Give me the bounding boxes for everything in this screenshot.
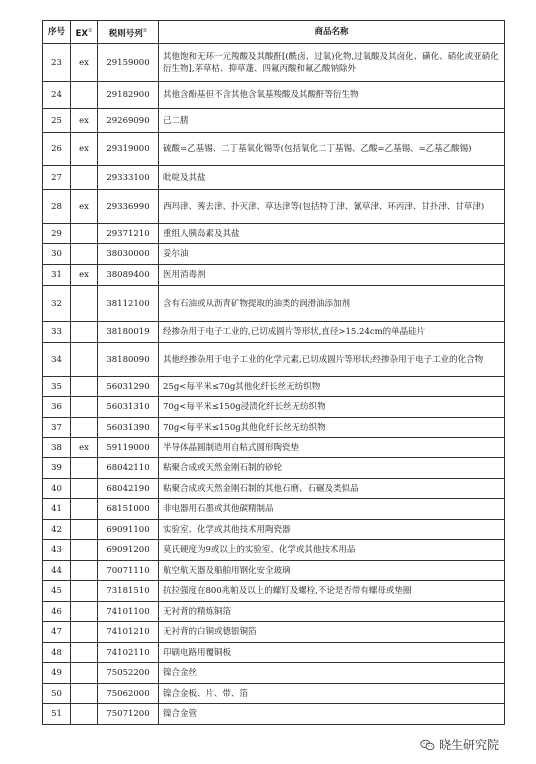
tariff-code-cell: 74101100 [98,602,159,622]
serial-number-cell: 40 [43,479,71,499]
table-row [43,190,505,224]
tariff-code-cell: 29159000 [98,44,159,82]
product-name-cell: 70g<每平米≤150g其他化纤长丝无纺织物 [159,418,505,438]
product-name-cell: 印刷电路用覆铜板 [159,643,505,663]
tariff-code-cell: 68151000 [98,499,159,520]
ex-cell [71,499,98,520]
product-name-cell: 经掺杂用于电子工业的,已切成圆片等形状,直径>15.24cm的单晶硅片 [159,322,505,343]
table-row [43,133,505,166]
serial-number-cell: 37 [43,418,71,438]
table-row [43,377,505,397]
product-name-cell: 70g<每平米≤150g浸渍化纤长丝无纺织物 [159,397,505,418]
ex-cell [71,704,98,725]
table-row [43,643,505,663]
ex-cell [71,322,98,343]
product-name-cell: 莫氏硬度为9或以上的实验室、化学或其他技术用品 [159,540,505,561]
serial-number-cell: 41 [43,499,71,520]
ex-cell [71,540,98,561]
product-name-cell: 航空航天器及船舶用钢化安全玻璃 [159,561,505,581]
tariff-code-cell: 29371210 [98,224,159,244]
product-name-cell: 无衬背的精炼铜箔 [159,602,505,622]
tariff-code-cell: 38112100 [98,286,159,322]
product-name-cell: 医用消毒剂 [159,265,505,286]
tariff-code-cell: 56031390 [98,418,159,438]
serial-number-cell: 45 [43,581,71,602]
tariff-code-cell: 75062000 [98,684,159,704]
product-name-cell: 其他经掺杂用于电子工业的化学元素,已切成圆片等形状;经掺杂用于电子工业的化合物 [159,343,505,377]
watermark [420,736,499,753]
serial-number-cell: 36 [43,397,71,418]
serial-number-cell: 43 [43,540,71,561]
serial-number-cell: 26 [43,133,71,166]
product-name-cell: 镍合金管 [159,704,505,725]
serial-number-cell: 39 [43,458,71,479]
product-name-cell: 己二腈 [159,109,505,133]
serial-number-cell: 47 [43,622,71,643]
serial-number-cell: 27 [43,166,71,190]
ex-cell [71,684,98,704]
ex-cell [71,166,98,190]
table-row [43,265,505,286]
ex-cell [71,82,98,109]
ex-cell [71,343,98,377]
tariff-code-cell: 29336990 [98,190,159,224]
tariff-code-cell: 68042110 [98,458,159,479]
ex-cell [71,581,98,602]
header-tariff-code: 税则号列② [98,21,159,44]
ex-cell [71,520,98,540]
table-row [43,166,505,190]
product-name-cell: 无衬背的白铜或德银铜箔 [159,622,505,643]
product-name-cell: 抗拉强度在800兆帕及以上的螺钉及螺栓,不论是否带有螺母或垫圈 [159,581,505,602]
product-name-cell: 半导体晶圆制造用自粘式圆形陶瓷垫 [159,438,505,458]
table-row [43,684,505,704]
ex-cell [71,643,98,663]
serial-number-cell: 30 [43,244,71,265]
serial-number-cell: 46 [43,602,71,622]
tariff-code-cell: 29182900 [98,82,159,109]
serial-number-cell: 25 [43,109,71,133]
tariff-code-cell: 70071110 [98,561,159,581]
ex-cell [71,561,98,581]
ex-cell [71,458,98,479]
product-name-cell: 其他含酚基但不含其他含氧基羧酸及其酸酐等衍生物 [159,82,505,109]
table-row [43,224,505,244]
table-row [43,244,505,265]
header-ex: EX① [71,21,98,44]
tariff-code-cell: 59119000 [98,438,159,458]
tariff-code-cell: 75071200 [98,704,159,725]
ex-cell [71,397,98,418]
table-row [43,663,505,684]
tariff-code-cell: 38030000 [98,244,159,265]
tariff-code-cell: 74101210 [98,622,159,643]
tariff-code-cell: 74102110 [98,643,159,663]
serial-number-cell: 34 [43,343,71,377]
ex-cell: ex [71,438,98,458]
ex-cell [71,622,98,643]
ex-cell [71,244,98,265]
product-name-cell: 非电器用石墨或其他碳精制品 [159,499,505,520]
tariff-table-page [42,20,504,725]
table-row [43,44,505,82]
table-row [43,479,505,499]
ex-cell [71,377,98,397]
product-name-cell: 吡啶及其盐 [159,166,505,190]
table-row [43,438,505,458]
tariff-code-cell: 38180090 [98,343,159,377]
table-row [43,561,505,581]
ex-cell: ex [71,133,98,166]
table-row [43,499,505,520]
tariff-code-cell: 29333100 [98,166,159,190]
serial-number-cell: 49 [43,663,71,684]
serial-number-cell: 44 [43,561,71,581]
ex-cell: ex [71,190,98,224]
tariff-code-cell: 73181510 [98,581,159,602]
product-name-cell: 其他饱和无环一元羧酸及其酸酐[(酰卤、过氧)化物,过氧酸及其卤化、磺化、硝化或亚硝化衍生物],茅草枯、抑草蓬、四氟丙酸和氟乙酸钠除外 [159,44,505,82]
serial-number-cell: 50 [43,684,71,704]
table-row [43,458,505,479]
tariff-code-cell: 68042190 [98,479,159,499]
product-name-cell: 硫酸=乙基锡、二丁基氧化锡等(包括氧化二丁基锡、乙酸=乙基锡、=乙基乙酸锡) [159,133,505,166]
serial-number-cell: 29 [43,224,71,244]
product-name-cell: 25g<每平米≤70g其他化纤长丝无纺织物 [159,377,505,397]
table-header-row [43,21,505,44]
table-row [43,540,505,561]
tariff-code-cell: 56031310 [98,397,159,418]
tariff-code-cell: 69091200 [98,540,159,561]
tariff-code-cell: 29319000 [98,133,159,166]
product-name-cell: 镍合金板、片、带、箔 [159,684,505,704]
table-row [43,286,505,322]
product-name-cell: 粘聚合成或天然金刚石制的砂轮 [159,458,505,479]
serial-number-cell: 24 [43,82,71,109]
ex-cell [71,286,98,322]
watermark-text: 晓生研究院 [439,738,500,752]
tariff-code-cell: 56031290 [98,377,159,397]
serial-number-cell: 23 [43,44,71,82]
serial-number-cell: 33 [43,322,71,343]
tariff-code-cell: 38180019 [98,322,159,343]
table-row [43,581,505,602]
ex-cell: ex [71,109,98,133]
header-serial-number: 序号 [43,21,71,44]
ex-cell: ex [71,44,98,82]
serial-number-cell: 38 [43,438,71,458]
product-name-cell: 妥尔油 [159,244,505,265]
table-row [43,418,505,438]
wechat-icon [420,739,435,751]
table-row [43,520,505,540]
product-name-cell: 重组人胰岛素及其盐 [159,224,505,244]
tariff-table [42,20,505,725]
ex-cell [71,663,98,684]
product-name-cell: 西玛津、莠去津、扑灭津、草达津等(包括特丁津、氰草津、环丙津、甘扑津、甘草津) [159,190,505,224]
ex-cell: ex [71,265,98,286]
tariff-code-cell: 75052200 [98,663,159,684]
product-name-cell: 镍合金丝 [159,663,505,684]
table-row [43,82,505,109]
serial-number-cell: 31 [43,265,71,286]
serial-number-cell: 48 [43,643,71,663]
table-row [43,397,505,418]
table-row [43,622,505,643]
serial-number-cell: 32 [43,286,71,322]
product-name-cell: 含有石油或从沥青矿物提取的油类的润滑油添加剂 [159,286,505,322]
serial-number-cell: 28 [43,190,71,224]
tariff-code-cell: 29269090 [98,109,159,133]
serial-number-cell: 51 [43,704,71,725]
table-row [43,343,505,377]
ex-cell [71,224,98,244]
table-row [43,704,505,725]
tariff-code-cell: 38089400 [98,265,159,286]
ex-cell [71,418,98,438]
serial-number-cell: 42 [43,520,71,540]
table-row [43,602,505,622]
table-row [43,322,505,343]
product-name-cell: 粘聚合成或天然金刚石制的其他石磨、石碾及类似品 [159,479,505,499]
tariff-code-cell: 69091100 [98,520,159,540]
product-name-cell: 实验室、化学或其他技术用陶瓷器 [159,520,505,540]
ex-cell [71,479,98,499]
ex-cell [71,602,98,622]
table-body [43,44,505,725]
serial-number-cell: 35 [43,377,71,397]
table-row [43,109,505,133]
header-product-name: 商品名称 [159,21,505,44]
